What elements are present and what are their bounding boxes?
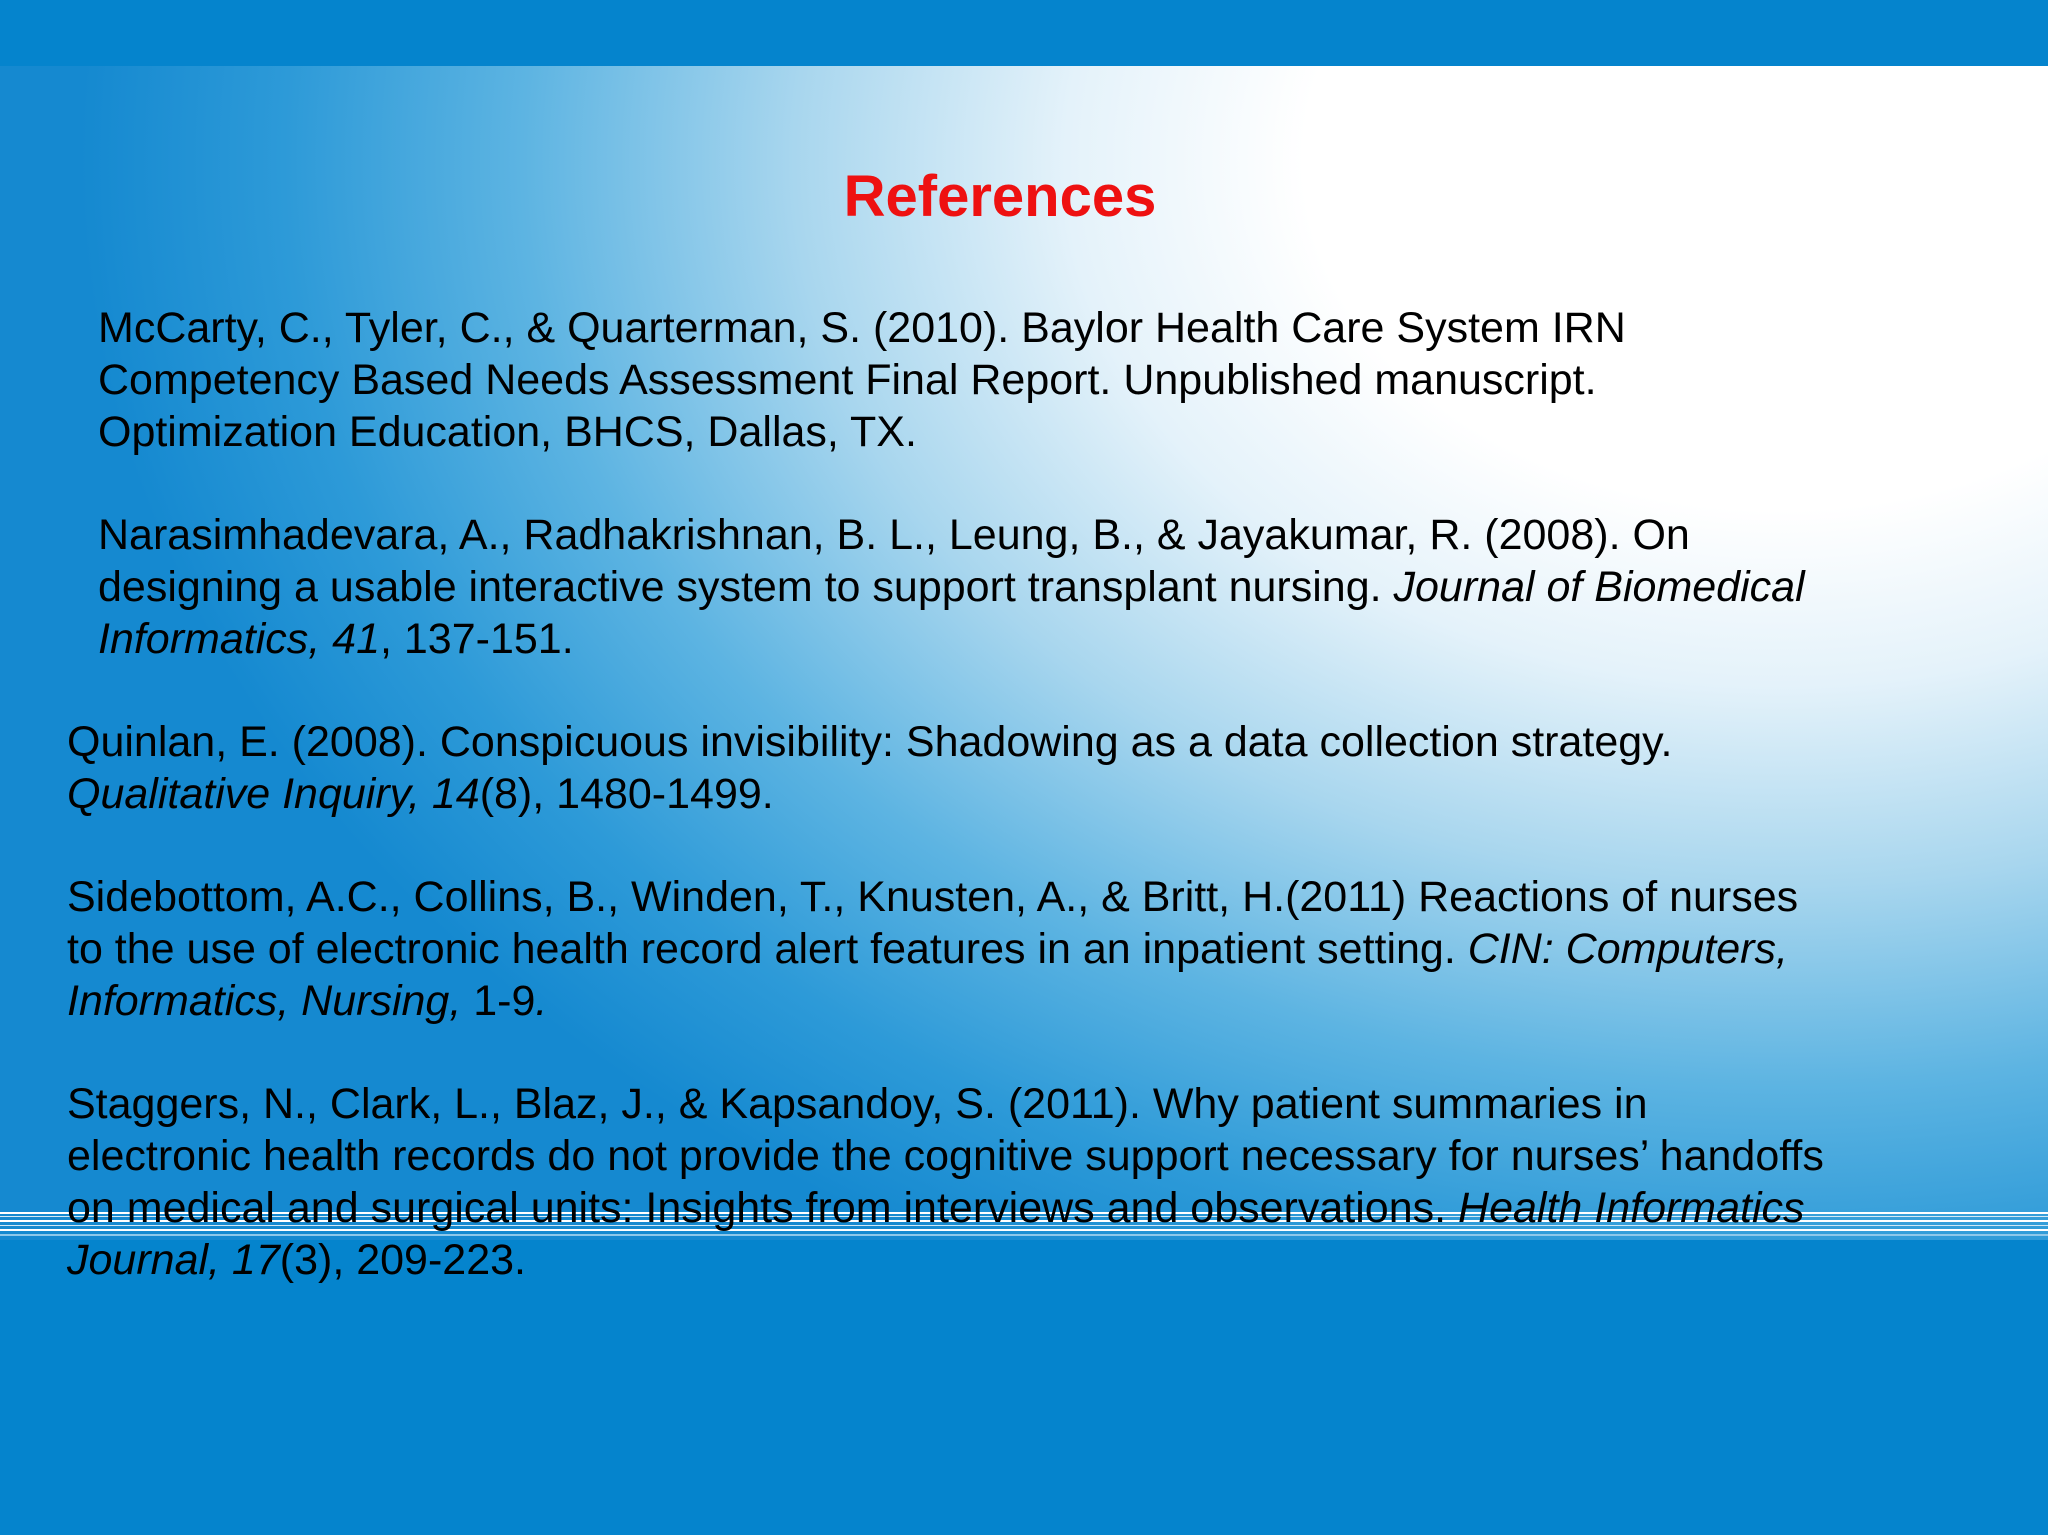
journal-name: Informatics, 41 bbox=[98, 615, 380, 663]
journal-name: Journal of Biomedical bbox=[1393, 563, 1805, 611]
reference-quinlan bbox=[67, 716, 1997, 820]
reference-text: Sidebottom, A.C., Collins, B., Winden, T., Knusten, A., & Britt, H.(2011) Reactions of nurses bbox=[67, 873, 1799, 921]
journal-name: Informatics, Nursing, bbox=[67, 977, 462, 1025]
reference-text: designing a usable interactive system to support transplant nursing. bbox=[98, 563, 1394, 611]
reference-text: Staggers, N., Clark, L., Blaz, J., & Kapsandoy, S. (2011). Why patient summaries in bbox=[67, 1080, 1648, 1128]
reference-text: Competency Based Needs Assessment Final Report. Unpublished manuscript. bbox=[98, 356, 1597, 404]
reference-text: Optimization Education, BHCS, Dallas, TX. bbox=[98, 408, 917, 456]
reference-narasimhadevara bbox=[98, 509, 1998, 665]
reference-sidebottom bbox=[67, 871, 1997, 1027]
top-bar bbox=[0, 0, 2048, 66]
reference-text: Quinlan, E. (2008). Conspicuous invisibility: Shadowing as a data collection strategy. bbox=[67, 718, 1673, 766]
reference-text: on medical and surgical units: Insights from interviews and observations. bbox=[67, 1184, 1459, 1232]
journal-name: Journal, 17 bbox=[67, 1236, 280, 1284]
journal-name: Health Informatics bbox=[1458, 1184, 1805, 1232]
reference-text: Narasimhadevara, A., Radhakrishnan, B. L., Leung, B., & Jayakumar, R. (2008). On bbox=[98, 511, 1690, 559]
reference-text: McCarty, C., Tyler, C., & Quarterman, S. (2010). Baylor Health Care System IRN bbox=[98, 304, 1626, 352]
reference-text: electronic health records do not provide the cognitive support necessary for nurses’ handoffs bbox=[67, 1132, 1824, 1180]
reference-text: , 137-151. bbox=[380, 615, 574, 663]
reference-staggers bbox=[67, 1078, 1997, 1286]
page-title: References bbox=[843, 164, 1157, 229]
reference-text: . bbox=[535, 977, 548, 1025]
reference-text: 1-9 bbox=[461, 977, 536, 1025]
journal-name: Qualitative Inquiry, 14 bbox=[67, 770, 480, 818]
reference-text: (8), 1480-1499. bbox=[479, 770, 774, 818]
reference-mccarty bbox=[98, 302, 1998, 458]
reference-text: to the use of electronic health record alert features in an inpatient setting. bbox=[67, 925, 1468, 973]
journal-name: CIN: Computers, bbox=[1467, 925, 1788, 973]
reference-text: (3), 209-223. bbox=[279, 1236, 526, 1284]
